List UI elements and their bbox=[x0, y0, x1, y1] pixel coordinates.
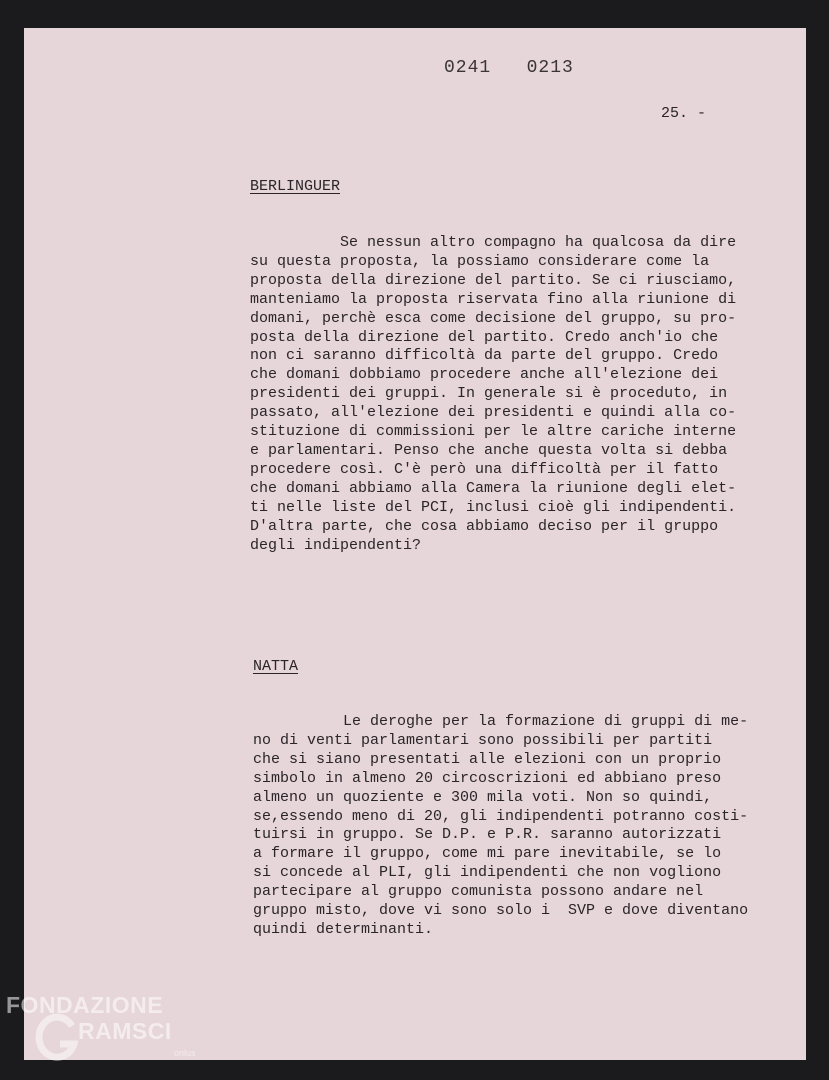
text-line: simbolo in almeno 20 circoscrizioni ed abbiano preso bbox=[253, 769, 722, 787]
text-line: non ci saranno difficoltà da parte del gruppo. Credo bbox=[250, 347, 719, 365]
text-line: posta della direzione del partito. Credo anch'io che bbox=[250, 328, 719, 346]
logo-text-line1: FONDAZIONE bbox=[6, 992, 164, 1018]
text-line: si concede al PLI, gli indipendenti che non vogliono bbox=[253, 864, 722, 882]
text-line: a formare il gruppo, come mi pare inevitabile, se lo bbox=[253, 845, 722, 863]
text-line: Se nessun altro compagno ha qualcosa da dire bbox=[250, 234, 737, 251]
text-line: ti nelle liste del PCI, inclusi cioè gli indipendenti. bbox=[250, 498, 737, 516]
text-line: che si siano presentati alle elezioni con un proprio bbox=[253, 750, 722, 768]
text-line: no di venti parlamentari sono possibili per partiti bbox=[253, 731, 713, 749]
text-line: degli indipendenti? bbox=[250, 536, 422, 554]
text-line: domani, perchè esca come decisione del gruppo, su pro- bbox=[250, 309, 737, 327]
text-line: proposta della direzione del partito. Se ci riusciamo, bbox=[250, 271, 737, 289]
speech-paragraph-berlinguer bbox=[250, 234, 736, 555]
text-line: tuirsi in gruppo. Se D.P. e P.R. saranno autorizzati bbox=[253, 826, 722, 844]
text-line: che domani abbiamo alla Camera la riunione degli elet- bbox=[250, 479, 737, 497]
text-line: D'altra parte, che cosa abbiamo deciso per il gruppo bbox=[250, 517, 719, 535]
page-number: 25. - bbox=[661, 105, 707, 122]
text-line: stituzione di commissioni per le altre cariche interne bbox=[250, 423, 737, 441]
text-line: procedere così. C'è però una difficoltà per il fatto bbox=[250, 460, 719, 478]
text-line: che domani dobbiamo procedere anche all'elezione dei bbox=[250, 366, 719, 384]
gramsci-g-icon bbox=[34, 1012, 78, 1062]
speech-paragraph-natta bbox=[253, 713, 748, 940]
logo-text-line2: RAMSCI bbox=[78, 1018, 172, 1044]
speaker-name-natta: NATTA bbox=[253, 658, 299, 675]
text-line: gruppo misto, dove vi sono solo i SVP e dove diventano bbox=[253, 902, 749, 920]
text-line: partecipare al gruppo comunista possono andare nel bbox=[253, 883, 704, 901]
text-line: se,essendo meno di 20, gli indipendenti potranno costi- bbox=[253, 807, 749, 825]
text-line: presidenti dei gruppi. In generale si è proceduto, in bbox=[250, 385, 728, 403]
text-line: Le deroghe per la formazione di gruppi di me- bbox=[253, 713, 749, 730]
text-line: manteniamo la proposta riservata fino alla riunione di bbox=[250, 290, 737, 308]
document-page bbox=[24, 28, 806, 1060]
text-line: almeno un quoziente e 300 mila voti. Non so quindi, bbox=[253, 788, 713, 806]
fondazione-gramsci-logo bbox=[6, 988, 206, 1080]
text-line: su questa proposta, la possiamo considerare come la bbox=[250, 252, 710, 270]
text-line: quindi determinanti. bbox=[253, 920, 434, 938]
speaker-name-berlinguer: BERLINGUER bbox=[250, 178, 341, 195]
text-line: passato, all'elezione dei presidenti e quindi alla co- bbox=[250, 404, 737, 422]
logo-text-line3: onlus bbox=[174, 1048, 196, 1058]
text-line: e parlamentari. Penso che anche questa volta si debba bbox=[250, 441, 728, 459]
archive-stamp: 0241 0213 bbox=[444, 58, 574, 78]
